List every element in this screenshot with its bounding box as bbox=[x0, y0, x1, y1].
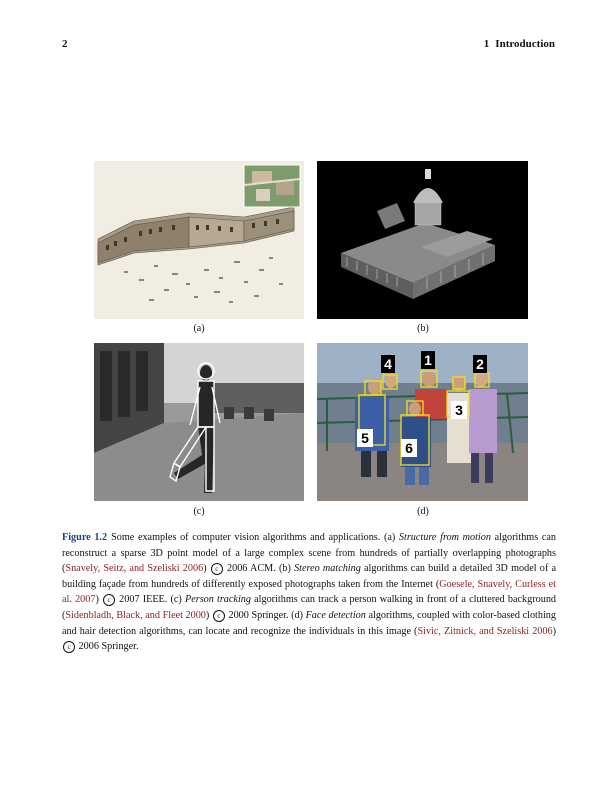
figure-panel-c-person-tracking bbox=[94, 343, 304, 501]
sfm-point-cloud-image bbox=[94, 161, 304, 319]
tracking-id-4: 4 bbox=[384, 356, 392, 372]
caption-text: 2007 IEEE. (c) bbox=[116, 594, 185, 606]
caption-text: 2006 ACM. (b) bbox=[223, 563, 295, 575]
caption-text: ) bbox=[95, 594, 103, 606]
copyright-icon: c bbox=[63, 641, 75, 653]
tracking-id-6: 6 bbox=[405, 440, 413, 456]
citation-link[interactable]: Sivic, Zitnick, and Szeliski 2006 bbox=[417, 625, 553, 637]
citation-link[interactable]: Goesele, Snavely, Curless et al. 2007 bbox=[62, 578, 556, 606]
caption-text: 2006 Springer. bbox=[76, 641, 139, 653]
caption-text: algorithms can track a person walking in front of a cluttered background ( bbox=[62, 594, 557, 621]
copyright-icon: c bbox=[211, 563, 223, 575]
face-detection-image bbox=[317, 343, 528, 501]
caption-text: ) bbox=[552, 625, 556, 637]
subfigure-label-b: (b) bbox=[417, 323, 429, 334]
page-number: 2 bbox=[62, 38, 68, 50]
caption-text: ) bbox=[205, 609, 212, 621]
copyright-icon: c bbox=[103, 594, 115, 606]
caption-emphasis: Stereo matching bbox=[294, 563, 361, 575]
caption-text: Some examples of computer vision algorithms and applications. (a) bbox=[111, 532, 399, 543]
caption-text: algorithms, coupled with color-based clothing and hair detection algorithms, can locate and recognize the individuals in this image ( bbox=[62, 609, 556, 637]
caption-text: 2000 Springer. (d) bbox=[225, 609, 306, 621]
person-tracking-image bbox=[94, 343, 304, 501]
copyright-icon: c bbox=[213, 610, 225, 622]
subfigure-label-a: (a) bbox=[193, 323, 205, 334]
caption-text: algorithms can build a detailed 3D model of a building façade from hundreds of differently exposed photographs taken from the Internet ( bbox=[62, 563, 556, 590]
citation-link[interactable]: Snavely, Seitz, and Szeliski 2006 bbox=[65, 563, 204, 575]
tracking-id-3: 3 bbox=[455, 402, 463, 418]
caption-emphasis: Face detection bbox=[305, 609, 366, 621]
chapter-title: Introduction bbox=[495, 38, 555, 50]
tracking-id-2: 2 bbox=[476, 356, 484, 372]
caption-emphasis: Person tracking bbox=[184, 594, 251, 606]
figure-panel-a-structure-from-motion bbox=[94, 161, 304, 319]
chapter-number: 1 bbox=[483, 38, 490, 50]
caption-emphasis: Structure from motion bbox=[398, 532, 491, 543]
subfigure-label-d: (d) bbox=[417, 506, 429, 517]
tracking-id-5: 5 bbox=[361, 430, 369, 446]
tracking-id-1: 1 bbox=[424, 352, 432, 368]
aerial-inset bbox=[244, 165, 300, 207]
figure-panel-d-face-detection bbox=[317, 343, 528, 501]
stereo-3d-model-image bbox=[317, 161, 528, 319]
subfigure-label-c: (c) bbox=[193, 506, 205, 517]
figure-caption bbox=[62, 530, 556, 655]
citation-link[interactable]: Sidenbladh, Black, and Fleet 2000 bbox=[65, 609, 206, 621]
caption-text: algorithms can reconstruct a sparse 3D point model of a large complex scene from hundreds of partially overlapping photographs ( bbox=[62, 532, 556, 575]
figure-label: Figure 1.2 bbox=[62, 532, 108, 543]
figure-panel-b-stereo-matching bbox=[317, 161, 528, 319]
running-header bbox=[484, 38, 555, 50]
caption-text: ) bbox=[203, 563, 210, 575]
